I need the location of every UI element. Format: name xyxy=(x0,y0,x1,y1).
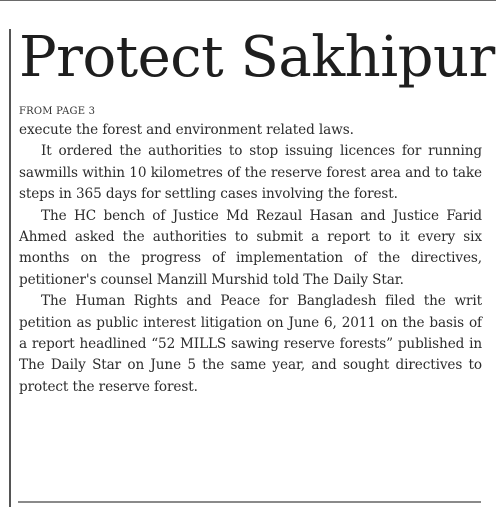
paragraph-continuation: execute the forest and environment related laws. xyxy=(19,122,354,138)
paragraph-hc-bench: The HC bench of Justice Md Rezaul Hasan and Justice Farid Ahmed asked the authorities to submit a report to it every six months on the progress of implementation of the directives, petitioner's counsel Manzill Murshid told The Daily Star. xyxy=(19,207,482,288)
paragraph-writ-petition: The Human Rights and Peace for Bangladesh filed the writ petition as public interest litigation on June 6, 2011 on the basis of a report headlined “52 MILLS sawing reserve forests” published in The Daily Star on June 5 the same year, and sought directives to protect the reserve forest. xyxy=(19,293,482,395)
jump-label: FROM PAGE 3 xyxy=(19,106,96,117)
bottom-rule xyxy=(18,501,481,503)
headline: Protect Sakhipur xyxy=(19,25,495,90)
top-rule xyxy=(0,0,496,1)
article-body xyxy=(19,120,482,398)
column-rule xyxy=(9,29,11,507)
paragraph-licences: It ordered the authorities to stop issuing licences for running sawmills within 10 kilometres of the reserve forest area and to take steps in 365 days for settling cases involving the forest. xyxy=(19,143,482,203)
